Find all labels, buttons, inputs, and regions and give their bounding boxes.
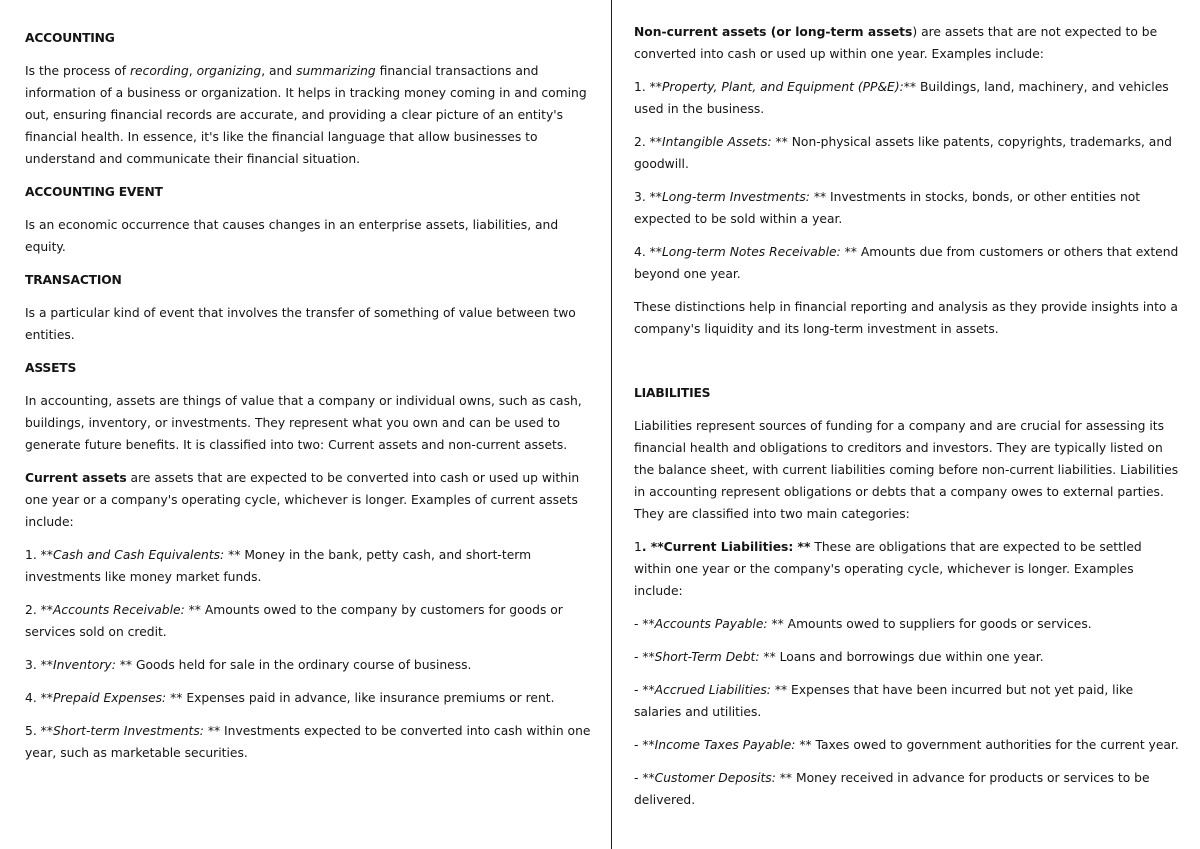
accounting-event-heading: ACCOUNTING EVENT: [25, 185, 163, 199]
list-item: 5. **Short-term Investments: ** Investments expected to be converted into cash within one year, such as marketable securities.: [25, 724, 591, 760]
noncurrent-closing-note: These distinctions help in financial reporting and analysis as they provide insights into a company's liquidity and its long-term investment in assets.: [634, 300, 1178, 336]
noncurrent-assets-list: [634, 65, 1179, 285]
accounting-event-definition: Is an economic occurrence that causes changes in an enterprise assets, liabilities, and equity.: [25, 218, 559, 254]
list-item: 1. **Property, Plant, and Equipment (PP&E):** Buildings, land, machinery, and vehicles used in the business.: [634, 80, 1169, 116]
list-item: 3. **Long-term Investments: ** Investments in stocks, bonds, or other entities not expected to be sold within a year.: [634, 190, 1141, 226]
list-item: 4. **Prepaid Expenses: ** Expenses paid in advance, like insurance premiums or rent.: [25, 691, 555, 705]
list-item: 2. **Intangible Assets: ** Non-physical assets like patents, copyrights, trademarks, and goodwill.: [634, 135, 1172, 171]
column-divider: [611, 0, 612, 849]
right-column: [634, 21, 1179, 811]
list-item: 1. **Cash and Cash Equivalents: ** Money in the bank, petty cash, and short-term investments like money market funds.: [25, 548, 532, 584]
assets-definition: In accounting, assets are things of value that a company or individual owns, such as cash, buildings, inventory, or investments. They represent what you own and can be used to generate future benefits. It is classified into two: Current assets and non-current assets.: [25, 394, 582, 452]
assets-heading: ASSETS: [25, 361, 77, 375]
left-column: [25, 27, 591, 764]
transaction-definition: Is a particular kind of event that involves the transfer of something of value between two entities.: [25, 306, 576, 342]
current-assets-definition: Current assets are assets that are expected to be converted into cash or used up within one year or a company's operating cycle, whichever is longer. Examples of current assets include:: [25, 471, 580, 529]
list-item: - **Accrued Liabilities: ** Expenses that have been incurred but not yet paid, like salaries and utilities.: [634, 683, 1134, 719]
list-item: 3. **Inventory: ** Goods held for sale in the ordinary course of business.: [25, 658, 472, 672]
current-liabilities-definition: 1. **Current Liabilities: ** These are obligations that are expected to be settled within one year or the company's operating cycle, whichever is longer. Examples include:: [634, 540, 1142, 598]
list-item: - **Customer Deposits: ** Money received in advance for products or services to be delivered.: [634, 771, 1150, 807]
liabilities-heading: LIABILITIES: [634, 386, 711, 400]
accounting-heading: ACCOUNTING: [25, 31, 115, 45]
list-item: - **Short-Term Debt: ** Loans and borrowings due within one year.: [634, 650, 1044, 664]
current-assets-list: [25, 533, 591, 764]
list-item: - **Income Taxes Payable: ** Taxes owed to government authorities for the current year.: [634, 738, 1179, 752]
current-liabilities-list: [634, 602, 1179, 811]
transaction-heading: TRANSACTION: [25, 273, 122, 287]
liabilities-definition: Liabilities represent sources of funding for a company and are crucial for assessing its financial health and obligations to creditors and investors. They are typically listed on the balance sheet, with current liabilities coming before non-current liabilities. Liabilities in accounting represent obligations or debts that a company owes to external parties. They are classified into two main categories:: [634, 419, 1179, 521]
list-item: 2. **Accounts Receivable: ** Amounts owed to the company by customers for goods or services sold on credit.: [25, 603, 563, 639]
accounting-definition: Is the process of recording, organizing, and summarizing financial transactions and information of a business or organization. It helps in tracking money coming in and coming out, ensuring financial records are accurate, and providing a clear picture of an entity's financial health. In essence, it's like the financial language that allow businesses to understand and communicate their financial situation.: [25, 64, 587, 166]
noncurrent-assets-definition: Non-current assets (or long-term assets) are assets that are not expected to be converted into cash or used up within one year. Examples include:: [634, 25, 1158, 61]
list-item: 4. **Long-term Notes Receivable: ** Amounts due from customers or others that extend beyond one year.: [634, 245, 1179, 281]
list-item: - **Accounts Payable: ** Amounts owed to suppliers for goods or services.: [634, 617, 1092, 631]
